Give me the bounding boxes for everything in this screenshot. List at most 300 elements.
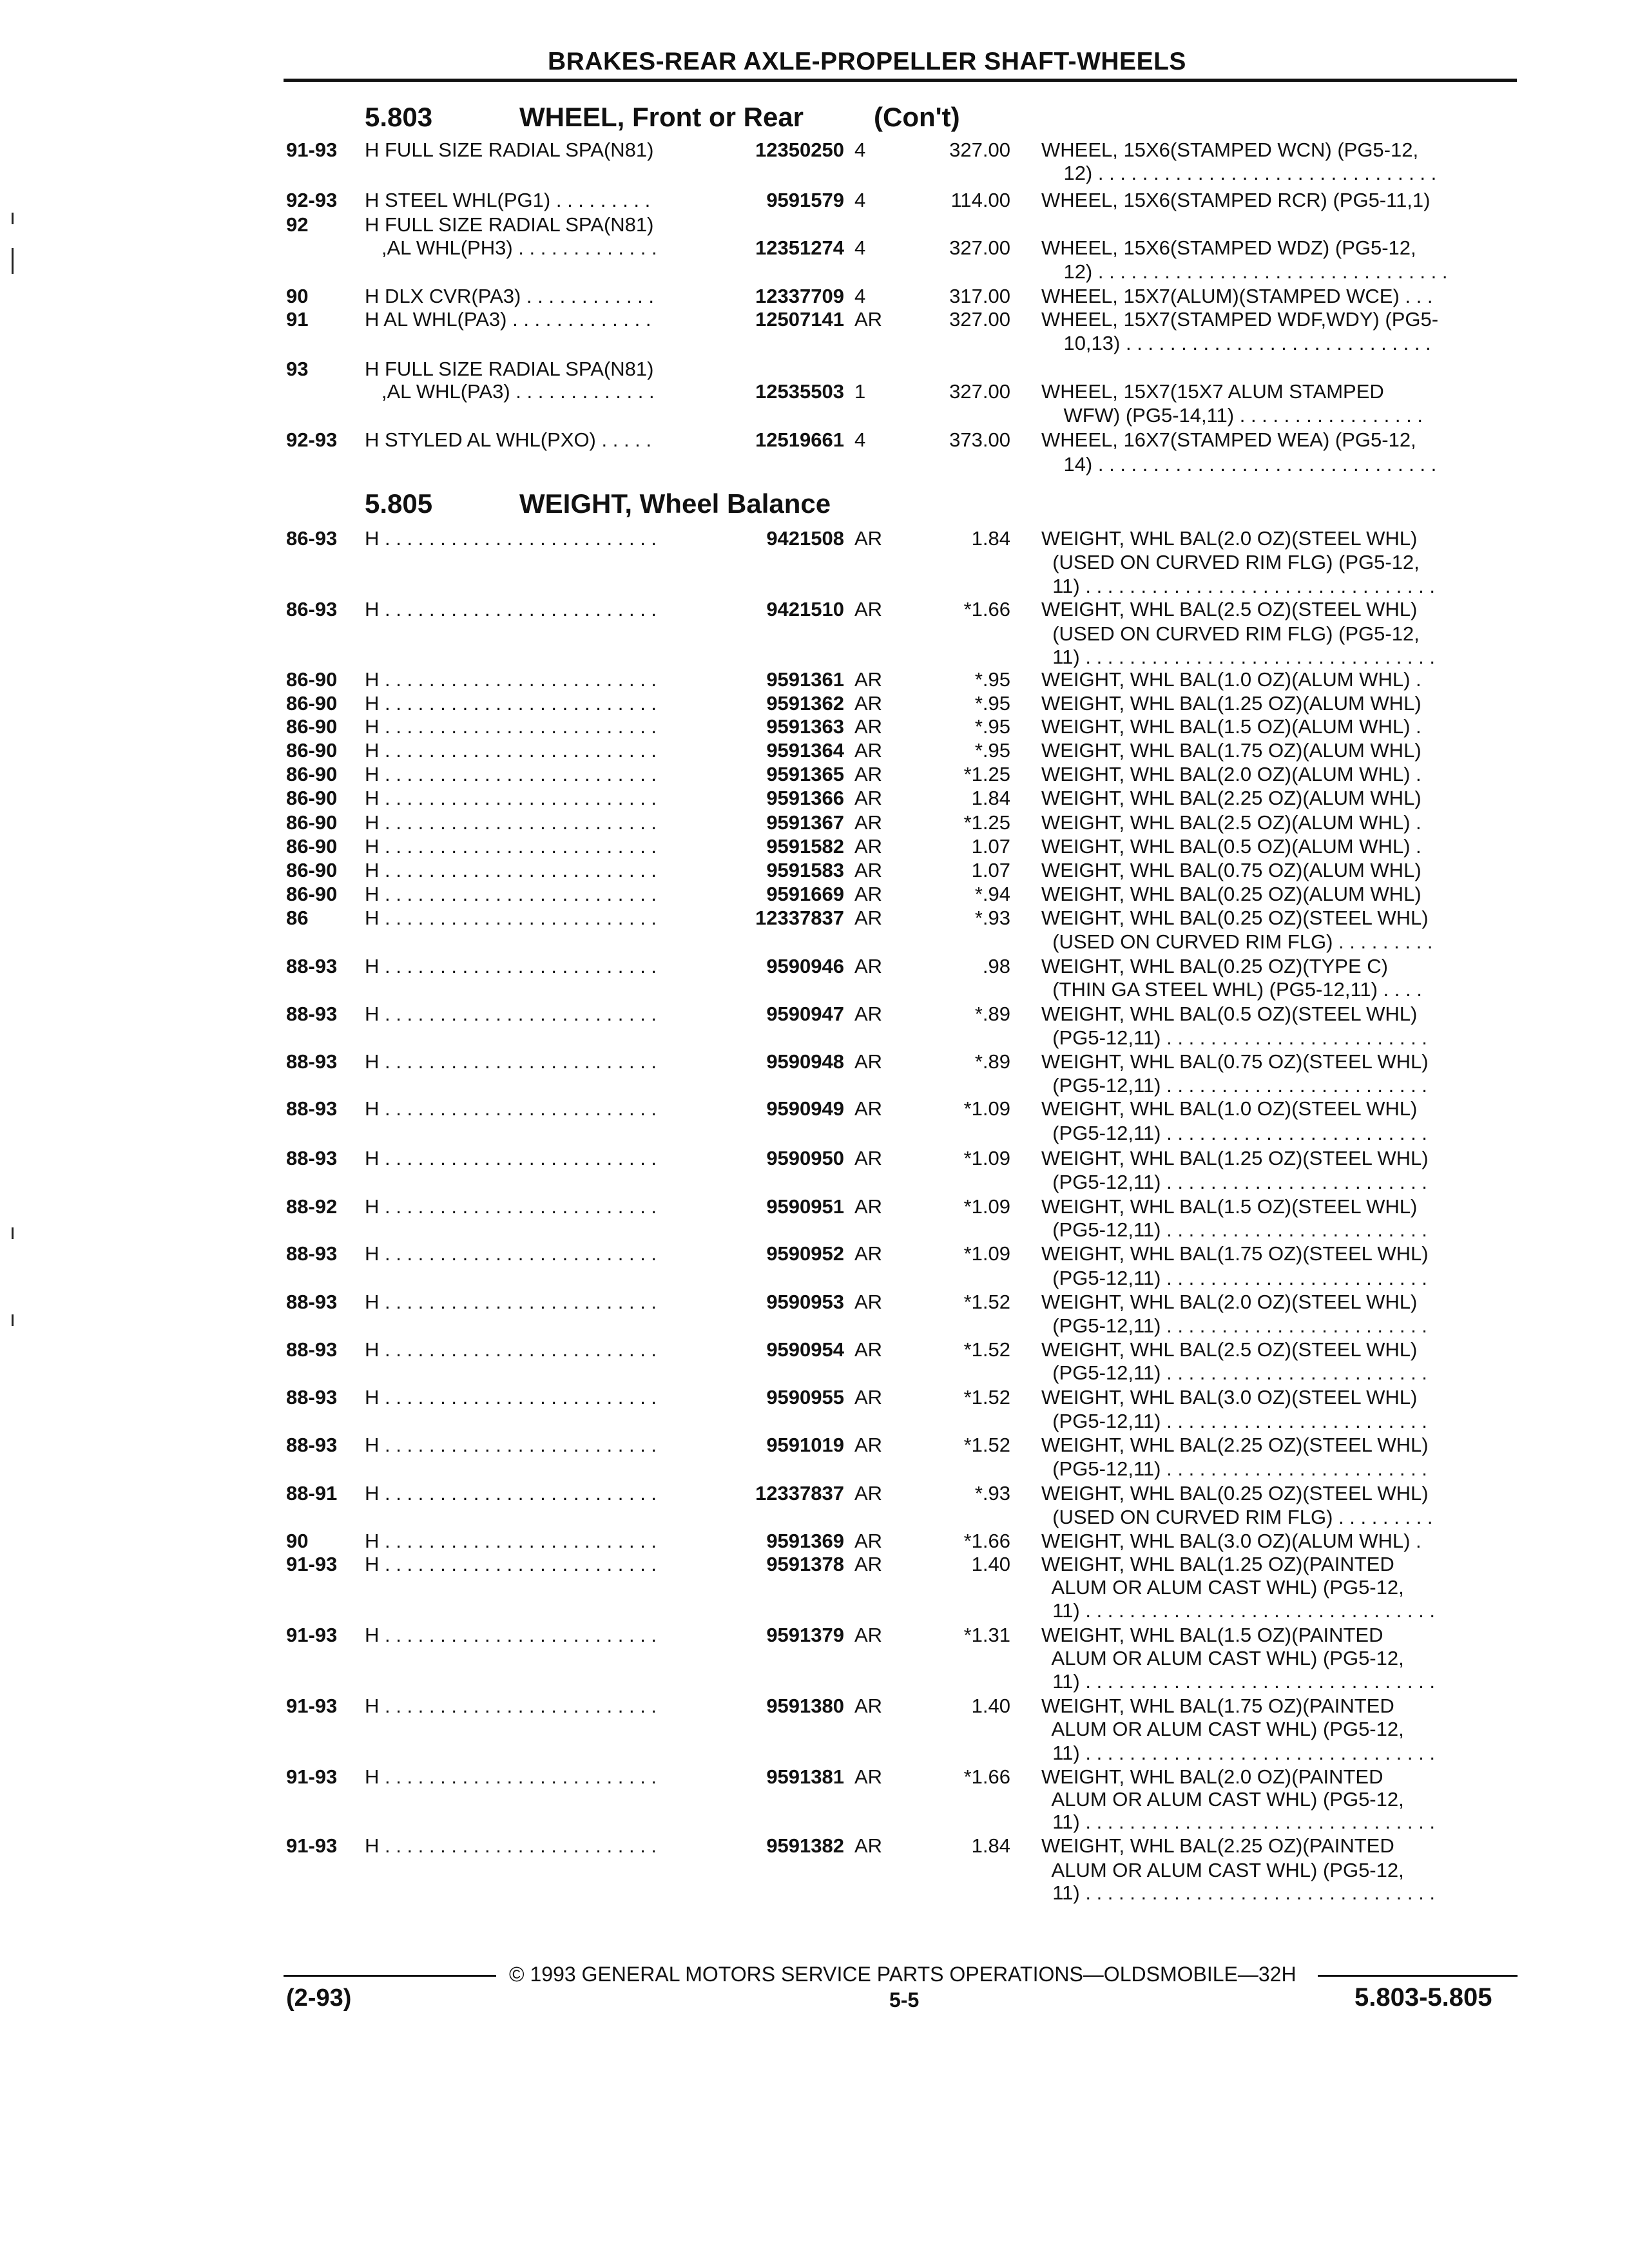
model-years: 91-93 xyxy=(286,1553,338,1575)
table-row xyxy=(0,1624,1629,1649)
description: H . . . . . . . . . . . . . . . . . . . . . . . . . xyxy=(365,1434,657,1456)
quantity: AR xyxy=(854,1195,883,1218)
model-years: 91 xyxy=(286,308,309,331)
quantity: 4 xyxy=(854,189,866,211)
part-number: 9591367 xyxy=(766,811,844,834)
part-number: 12535503 xyxy=(755,380,844,403)
part-name: WEIGHT, WHL BAL(2.25 OZ)(STEEL WHL) xyxy=(1041,1434,1429,1456)
table-row xyxy=(0,332,1629,358)
table-row xyxy=(0,787,1629,812)
price: *1.09 xyxy=(963,1242,1010,1265)
part-name: (PG5-12,11) . . . . . . . . . . . . . . . . . . . . . . . . xyxy=(1041,1410,1427,1432)
table-row xyxy=(0,1553,1629,1579)
model-years: 91-93 xyxy=(286,1765,338,1788)
part-number: 12519661 xyxy=(755,428,844,451)
description: H . . . . . . . . . . . . . . . . . . . . . . . . . xyxy=(365,527,657,550)
quantity: AR xyxy=(854,739,883,762)
quantity: AR xyxy=(854,1695,883,1717)
table-row xyxy=(0,1171,1629,1196)
price: *1.66 xyxy=(963,1530,1010,1552)
description: H . . . . . . . . . . . . . . . . . . . . . . . . . xyxy=(365,907,657,929)
model-years: 88-91 xyxy=(286,1482,338,1504)
description: H . . . . . . . . . . . . . . . . . . . . . . . . . xyxy=(365,1195,657,1218)
part-name: WHEEL, 15X6(STAMPED WDZ) (PG5-12, xyxy=(1041,236,1416,259)
part-number: 9591369 xyxy=(766,1530,844,1552)
quantity: AR xyxy=(854,1553,883,1575)
description: H . . . . . . . . . . . . . . . . . . . . . . . . . xyxy=(365,1553,657,1575)
quantity: AR xyxy=(854,1530,883,1552)
part-name: WEIGHT, WHL BAL(2.5 OZ)(STEEL WHL) xyxy=(1041,1338,1418,1361)
table-row xyxy=(0,1482,1629,1508)
part-number: 9591380 xyxy=(766,1695,844,1717)
description: H . . . . . . . . . . . . . . . . . . . . . . . . . xyxy=(365,1147,657,1169)
description: H . . . . . . . . . . . . . . . . . . . . . . . . . xyxy=(365,1834,657,1857)
table-row xyxy=(0,189,1629,215)
price: .98 xyxy=(982,955,1010,977)
table-row xyxy=(0,859,1629,885)
description: H . . . . . . . . . . . . . . . . . . . . . . . . . xyxy=(365,668,657,691)
part-number: 9591579 xyxy=(766,189,844,211)
table-row xyxy=(0,1599,1629,1625)
section-number: 5.805 xyxy=(365,488,433,519)
description: H . . . . . . . . . . . . . . . . . . . . . . . . . xyxy=(365,1695,657,1717)
table-row xyxy=(0,1410,1629,1436)
part-name: (PG5-12,11) . . . . . . . . . . . . . . . . . . . . . . . . xyxy=(1041,1314,1427,1337)
table-row xyxy=(0,1859,1629,1885)
model-years: 86-93 xyxy=(286,527,338,550)
part-name: ALUM OR ALUM CAST WHL) (PG5-12, xyxy=(1041,1647,1404,1669)
part-name: WEIGHT, WHL BAL(0.75 OZ)(ALUM WHL) xyxy=(1041,859,1422,881)
model-years: 92-93 xyxy=(286,428,338,451)
part-number: 9590953 xyxy=(766,1291,844,1313)
price: *.95 xyxy=(974,715,1010,738)
quantity: 4 xyxy=(854,139,866,161)
quantity: AR xyxy=(854,1624,883,1646)
part-name: WEIGHT, WHL BAL(0.5 OZ)(ALUM WHL) . xyxy=(1041,835,1422,858)
table-row xyxy=(0,1434,1629,1459)
model-years: 91-93 xyxy=(286,1834,338,1857)
part-name: (USED ON CURVED RIM FLG) (PG5-12, xyxy=(1041,622,1420,645)
description: H DLX CVR(PA3) . . . . . . . . . . . . xyxy=(365,285,655,307)
table-row xyxy=(0,1765,1629,1791)
scan-mark xyxy=(12,248,14,274)
table-row xyxy=(0,883,1629,908)
price: 1.84 xyxy=(971,527,1010,550)
table-row xyxy=(0,646,1629,671)
table-row xyxy=(0,139,1629,164)
table-row xyxy=(0,739,1629,765)
part-name: WEIGHT, WHL BAL(0.25 OZ)(ALUM WHL) xyxy=(1041,883,1422,905)
description: H STEEL WHL(PG1) . . . . . . . . . xyxy=(365,189,651,211)
table-row xyxy=(0,428,1629,454)
table-row xyxy=(0,1074,1629,1100)
description: H FULL SIZE RADIAL SPA(N81) xyxy=(365,358,654,380)
price: 1.07 xyxy=(971,835,1010,858)
price: 114.00 xyxy=(950,189,1010,211)
section-title: WHEEL, Front or Rear xyxy=(519,102,804,132)
price: *1.66 xyxy=(963,1765,1010,1788)
part-name: (PG5-12,11) . . . . . . . . . . . . . . . . . . . . . . . . xyxy=(1041,1026,1427,1049)
model-years: 88-93 xyxy=(286,1386,338,1408)
model-years: 88-93 xyxy=(286,1242,338,1265)
part-name: 10,13) . . . . . . . . . . . . . . . . . . . . . . . . . . . . xyxy=(1041,332,1431,354)
part-number: 9591019 xyxy=(766,1434,844,1456)
part-name: WEIGHT, WHL BAL(1.25 OZ)(ALUM WHL) xyxy=(1041,692,1422,715)
part-name: WEIGHT, WHL BAL(1.25 OZ)(STEEL WHL) xyxy=(1041,1147,1429,1169)
part-name: 14) . . . . . . . . . . . . . . . . . . . . . . . . . . . . . . . xyxy=(1041,453,1437,476)
price: 317.00 xyxy=(949,285,1010,307)
description: H . . . . . . . . . . . . . . . . . . . . . . . . . xyxy=(365,715,657,738)
table-row xyxy=(0,1050,1629,1076)
description: H . . . . . . . . . . . . . . . . . . . . . . . . . xyxy=(365,1242,657,1265)
description: H . . . . . . . . . . . . . . . . . . . . . . . . . xyxy=(365,835,657,858)
table-row xyxy=(0,1811,1629,1836)
table-row xyxy=(0,575,1629,601)
table-row xyxy=(0,1788,1629,1814)
model-years: 86-90 xyxy=(286,763,338,785)
price: 327.00 xyxy=(949,139,1010,161)
description: H . . . . . . . . . . . . . . . . . . . . . . . . . xyxy=(365,739,657,762)
part-name: WEIGHT, WHL BAL(0.25 OZ)(TYPE C) xyxy=(1041,955,1388,977)
table-row xyxy=(0,551,1629,577)
description: ,AL WHL(PH3) . . . . . . . . . . . . . xyxy=(365,236,657,259)
quantity: AR xyxy=(854,692,883,715)
part-name: 11) . . . . . . . . . . . . . . . . . . . . . . . . . . . . . . . . xyxy=(1041,1811,1435,1833)
price: 327.00 xyxy=(949,308,1010,331)
part-number: 9421508 xyxy=(766,527,844,550)
part-name: WEIGHT, WHL BAL(1.75 OZ)(STEEL WHL) xyxy=(1041,1242,1429,1265)
model-years: 92-93 xyxy=(286,189,338,211)
price: 1.40 xyxy=(971,1695,1010,1717)
model-years: 86-90 xyxy=(286,715,338,738)
part-name: (USED ON CURVED RIM FLG) . . . . . . . . . xyxy=(1041,1506,1433,1528)
part-number: 12350250 xyxy=(755,139,844,161)
table-row xyxy=(0,380,1629,406)
model-years: 88-93 xyxy=(286,1003,338,1025)
table-row xyxy=(0,930,1629,956)
table-row xyxy=(0,1670,1629,1696)
quantity: 4 xyxy=(854,428,866,451)
footer-rule-left xyxy=(284,1975,496,1977)
quantity: AR xyxy=(854,1386,883,1408)
table-row xyxy=(0,1506,1629,1532)
model-years: 88-93 xyxy=(286,1050,338,1073)
table-row xyxy=(0,358,1629,383)
table-row xyxy=(0,1097,1629,1123)
part-name: WEIGHT, WHL BAL(1.75 OZ)(ALUM WHL) xyxy=(1041,739,1422,762)
part-number: 12337709 xyxy=(755,285,844,307)
description: H . . . . . . . . . . . . . . . . . . . . . . . . . xyxy=(365,598,657,620)
quantity: AR xyxy=(854,787,883,809)
price: 327.00 xyxy=(949,236,1010,259)
price: 1.40 xyxy=(971,1553,1010,1575)
part-name: WEIGHT, WHL BAL(2.0 OZ)(STEEL WHL) xyxy=(1041,1291,1418,1313)
table-row xyxy=(0,1530,1629,1555)
part-name: WHEEL, 15X6(STAMPED RCR) (PG5-11,1) xyxy=(1041,189,1431,211)
model-years: 88-93 xyxy=(286,1291,338,1313)
part-name: 11) . . . . . . . . . . . . . . . . . . . . . . . . . . . . . . . . xyxy=(1041,1742,1435,1764)
table-row xyxy=(0,1742,1629,1767)
price: *1.25 xyxy=(963,763,1010,785)
price: *1.31 xyxy=(963,1624,1010,1646)
part-name: (PG5-12,11) . . . . . . . . . . . . . . . . . . . . . . . . xyxy=(1041,1122,1427,1144)
table-row xyxy=(0,404,1629,430)
table-row xyxy=(0,308,1629,334)
model-years: 88-93 xyxy=(286,1434,338,1456)
table-row xyxy=(0,1695,1629,1720)
description: H . . . . . . . . . . . . . . . . . . . . . . . . . xyxy=(365,883,657,905)
quantity: AR xyxy=(854,811,883,834)
quantity: AR xyxy=(854,955,883,977)
table-row xyxy=(0,1718,1629,1744)
part-name: ALUM OR ALUM CAST WHL) (PG5-12, xyxy=(1041,1859,1404,1881)
description: H . . . . . . . . . . . . . . . . . . . . . . . . . xyxy=(365,1050,657,1073)
price: 1.07 xyxy=(971,859,1010,881)
quantity: 4 xyxy=(854,285,866,307)
part-name: (PG5-12,11) . . . . . . . . . . . . . . . . . . . . . . . . xyxy=(1041,1267,1427,1289)
description: H . . . . . . . . . . . . . . . . . . . . . . . . . xyxy=(365,1765,657,1788)
quantity: AR xyxy=(854,1050,883,1073)
table-row xyxy=(0,1457,1629,1483)
part-number: 9421510 xyxy=(766,598,844,620)
part-name: (PG5-12,11) . . . . . . . . . . . . . . . . . . . . . . . . xyxy=(1041,1171,1427,1193)
footer-section-ref: 5.803-5.805 xyxy=(1354,1983,1492,2012)
part-name: (USED ON CURVED RIM FLG) . . . . . . . . . xyxy=(1041,930,1433,953)
model-years: 88-93 xyxy=(286,1147,338,1169)
description: H . . . . . . . . . . . . . . . . . . . . . . . . . xyxy=(365,1530,657,1552)
scan-mark xyxy=(12,1314,14,1326)
model-years: 86-90 xyxy=(286,692,338,715)
quantity: AR xyxy=(854,1834,883,1857)
table-row xyxy=(0,285,1629,311)
quantity: AR xyxy=(854,527,883,550)
table-row xyxy=(0,622,1629,648)
part-number: 12507141 xyxy=(755,308,844,331)
description: H . . . . . . . . . . . . . . . . . . . . . . . . . xyxy=(365,1482,657,1504)
table-row xyxy=(0,1267,1629,1293)
part-number: 9591365 xyxy=(766,763,844,785)
quantity: AR xyxy=(854,1765,883,1788)
part-name: WEIGHT, WHL BAL(3.0 OZ)(STEEL WHL) xyxy=(1041,1386,1418,1408)
table-row xyxy=(0,260,1629,286)
description: H . . . . . . . . . . . . . . . . . . . . . . . . . xyxy=(365,1386,657,1408)
part-name: WEIGHT, WHL BAL(0.75 OZ)(STEEL WHL) xyxy=(1041,1050,1429,1073)
description: H . . . . . . . . . . . . . . . . . . . . . . . . . xyxy=(365,692,657,715)
table-row xyxy=(0,692,1629,718)
part-name: WEIGHT, WHL BAL(3.0 OZ)(ALUM WHL) . xyxy=(1041,1530,1422,1552)
part-name: WHEEL, 15X7(15X7 ALUM STAMPED xyxy=(1041,380,1384,403)
table-row xyxy=(0,1291,1629,1316)
footer-copyright: © 1993 GENERAL MOTORS SERVICE PARTS OPERATIONS—OLDSMOBILE—32H xyxy=(509,1963,1296,1986)
model-years: 88-93 xyxy=(286,1097,338,1120)
part-number: 9590954 xyxy=(766,1338,844,1361)
model-years: 92 xyxy=(286,213,309,236)
price: *.95 xyxy=(974,739,1010,762)
part-number: 9591669 xyxy=(766,883,844,905)
part-name: WEIGHT, WHL BAL(1.25 OZ)(PAINTED xyxy=(1041,1553,1394,1575)
price: *.95 xyxy=(974,692,1010,715)
price: *1.25 xyxy=(963,811,1010,834)
part-name: WEIGHT, WHL BAL(0.5 OZ)(STEEL WHL) xyxy=(1041,1003,1418,1025)
price: *.94 xyxy=(974,883,1010,905)
quantity: AR xyxy=(854,308,883,331)
description: H FULL SIZE RADIAL SPA(N81) xyxy=(365,139,654,161)
part-number: 9590950 xyxy=(766,1147,844,1169)
part-name: 12) . . . . . . . . . . . . . . . . . . . . . . . . . . . . . . . xyxy=(1041,162,1437,184)
section-title: WEIGHT, Wheel Balance xyxy=(519,488,831,519)
quantity: AR xyxy=(854,907,883,929)
part-name: 11) . . . . . . . . . . . . . . . . . . . . . . . . . . . . . . . . xyxy=(1041,646,1435,668)
quantity: AR xyxy=(854,835,883,858)
part-name: WEIGHT, WHL BAL(0.25 OZ)(STEEL WHL) xyxy=(1041,907,1429,929)
model-years: 86-90 xyxy=(286,859,338,881)
model-years: 91-93 xyxy=(286,1695,338,1717)
part-name: WEIGHT, WHL BAL(2.25 OZ)(PAINTED xyxy=(1041,1834,1394,1857)
model-years: 88-93 xyxy=(286,955,338,977)
part-number: 9591364 xyxy=(766,739,844,762)
section-continued: (Con't) xyxy=(874,102,960,132)
model-years: 86-90 xyxy=(286,811,338,834)
part-number: 12337837 xyxy=(755,1482,844,1504)
table-row xyxy=(0,162,1629,187)
quantity: AR xyxy=(854,1097,883,1120)
part-name: 11) . . . . . . . . . . . . . . . . . . . . . . . . . . . . . . . . xyxy=(1041,575,1435,597)
price: 1.84 xyxy=(971,1834,1010,1857)
table-row xyxy=(0,1218,1629,1244)
page-title: BRAKES-REAR AXLE-PROPELLER SHAFT-WHEELS xyxy=(548,48,1186,75)
part-name: WHEEL, 15X7(ALUM)(STAMPED WCE) . . . xyxy=(1041,285,1433,307)
quantity: AR xyxy=(854,1482,883,1504)
table-row xyxy=(0,668,1629,694)
description: H . . . . . . . . . . . . . . . . . . . . . . . . . xyxy=(365,787,657,809)
part-name: WHEEL, 15X7(STAMPED WDF,WDY) (PG5- xyxy=(1041,308,1439,331)
part-number: 9591381 xyxy=(766,1765,844,1788)
description: H . . . . . . . . . . . . . . . . . . . . . . . . . xyxy=(365,763,657,785)
price: *1.52 xyxy=(963,1434,1010,1456)
part-name: WEIGHT, WHL BAL(1.0 OZ)(STEEL WHL) xyxy=(1041,1097,1418,1120)
table-row xyxy=(0,907,1629,932)
table-row xyxy=(0,1147,1629,1173)
quantity: 1 xyxy=(854,380,866,403)
quantity: 4 xyxy=(854,236,866,259)
scan-mark xyxy=(12,1227,14,1239)
price: *1.52 xyxy=(963,1338,1010,1361)
part-number: 9590946 xyxy=(766,955,844,977)
part-name: ALUM OR ALUM CAST WHL) (PG5-12, xyxy=(1041,1576,1404,1599)
price: *1.09 xyxy=(963,1195,1010,1218)
part-name: WEIGHT, WHL BAL(0.25 OZ)(STEEL WHL) xyxy=(1041,1482,1429,1504)
description: H FULL SIZE RADIAL SPA(N81) xyxy=(365,213,654,236)
part-number: 12351274 xyxy=(755,236,844,259)
header-rule xyxy=(284,79,1517,82)
table-row xyxy=(0,811,1629,837)
part-number: 9591382 xyxy=(766,1834,844,1857)
part-name: (PG5-12,11) . . . . . . . . . . . . . . . . . . . . . . . . xyxy=(1041,1074,1427,1097)
model-years: 86-90 xyxy=(286,883,338,905)
part-name: (PG5-12,11) . . . . . . . . . . . . . . . . . . . . . . . . xyxy=(1041,1361,1427,1384)
description: H . . . . . . . . . . . . . . . . . . . . . . . . . xyxy=(365,1097,657,1120)
model-years: 90 xyxy=(286,1530,309,1552)
price: *1.09 xyxy=(963,1097,1010,1120)
part-number: 9591583 xyxy=(766,859,844,881)
section-number: 5.803 xyxy=(365,102,433,132)
price: *1.52 xyxy=(963,1291,1010,1313)
part-name: WEIGHT, WHL BAL(2.0 OZ)(STEEL WHL) xyxy=(1041,527,1418,550)
price: *.93 xyxy=(974,907,1010,929)
description: H . . . . . . . . . . . . . . . . . . . . . . . . . xyxy=(365,859,657,881)
table-row xyxy=(0,213,1629,239)
model-years: 86-90 xyxy=(286,668,338,691)
table-row xyxy=(0,1386,1629,1412)
quantity: AR xyxy=(854,1434,883,1456)
part-name: WEIGHT, WHL BAL(2.0 OZ)(ALUM WHL) . xyxy=(1041,763,1422,785)
table-row xyxy=(0,835,1629,861)
quantity: AR xyxy=(854,1291,883,1313)
price: *.89 xyxy=(974,1003,1010,1025)
part-name: 11) . . . . . . . . . . . . . . . . . . . . . . . . . . . . . . . . xyxy=(1041,1881,1435,1904)
price: *.93 xyxy=(974,1482,1010,1504)
part-name: WEIGHT, WHL BAL(1.75 OZ)(PAINTED xyxy=(1041,1695,1394,1717)
part-name: WEIGHT, WHL BAL(2.5 OZ)(STEEL WHL) xyxy=(1041,598,1418,620)
part-number: 9591361 xyxy=(766,668,844,691)
quantity: AR xyxy=(854,715,883,738)
quantity: AR xyxy=(854,1003,883,1025)
table-row xyxy=(0,527,1629,553)
table-row xyxy=(0,1361,1629,1387)
part-number: 9590952 xyxy=(766,1242,844,1265)
table-row xyxy=(0,715,1629,741)
table-row xyxy=(0,236,1629,262)
price: *1.52 xyxy=(963,1386,1010,1408)
price: 327.00 xyxy=(949,380,1010,403)
part-name: ALUM OR ALUM CAST WHL) (PG5-12, xyxy=(1041,1718,1404,1740)
model-years: 90 xyxy=(286,285,309,307)
table-row xyxy=(0,1003,1629,1028)
footer-rule-right xyxy=(1318,1975,1518,1977)
quantity: AR xyxy=(854,859,883,881)
quantity: AR xyxy=(854,598,883,620)
table-row xyxy=(0,1576,1629,1602)
quantity: AR xyxy=(854,668,883,691)
table-row xyxy=(0,978,1629,1004)
quantity: AR xyxy=(854,883,883,905)
table-row xyxy=(0,1881,1629,1907)
part-number: 9591363 xyxy=(766,715,844,738)
price: *1.09 xyxy=(963,1147,1010,1169)
part-number: 9591378 xyxy=(766,1553,844,1575)
model-years: 91-93 xyxy=(286,139,338,161)
part-number: 9590951 xyxy=(766,1195,844,1218)
model-years: 86-90 xyxy=(286,835,338,858)
model-years: 88-93 xyxy=(286,1338,338,1361)
footer-page-number: 5-5 xyxy=(889,1988,920,2012)
table-row xyxy=(0,598,1629,624)
description: H . . . . . . . . . . . . . . . . . . . . . . . . . xyxy=(365,1624,657,1646)
part-number: 9590948 xyxy=(766,1050,844,1073)
part-name: (THIN GA STEEL WHL) (PG5-12,11) . . . . xyxy=(1041,978,1422,1001)
part-number: 9591379 xyxy=(766,1624,844,1646)
table-row xyxy=(0,763,1629,789)
part-name: ALUM OR ALUM CAST WHL) (PG5-12, xyxy=(1041,1788,1404,1811)
part-name: WEIGHT, WHL BAL(1.5 OZ)(STEEL WHL) xyxy=(1041,1195,1418,1218)
table-row xyxy=(0,1242,1629,1268)
quantity: AR xyxy=(854,1338,883,1361)
model-years: 88-92 xyxy=(286,1195,338,1218)
part-number: 9590947 xyxy=(766,1003,844,1025)
model-years: 86-90 xyxy=(286,739,338,762)
table-row xyxy=(0,1195,1629,1221)
price: *.89 xyxy=(974,1050,1010,1073)
